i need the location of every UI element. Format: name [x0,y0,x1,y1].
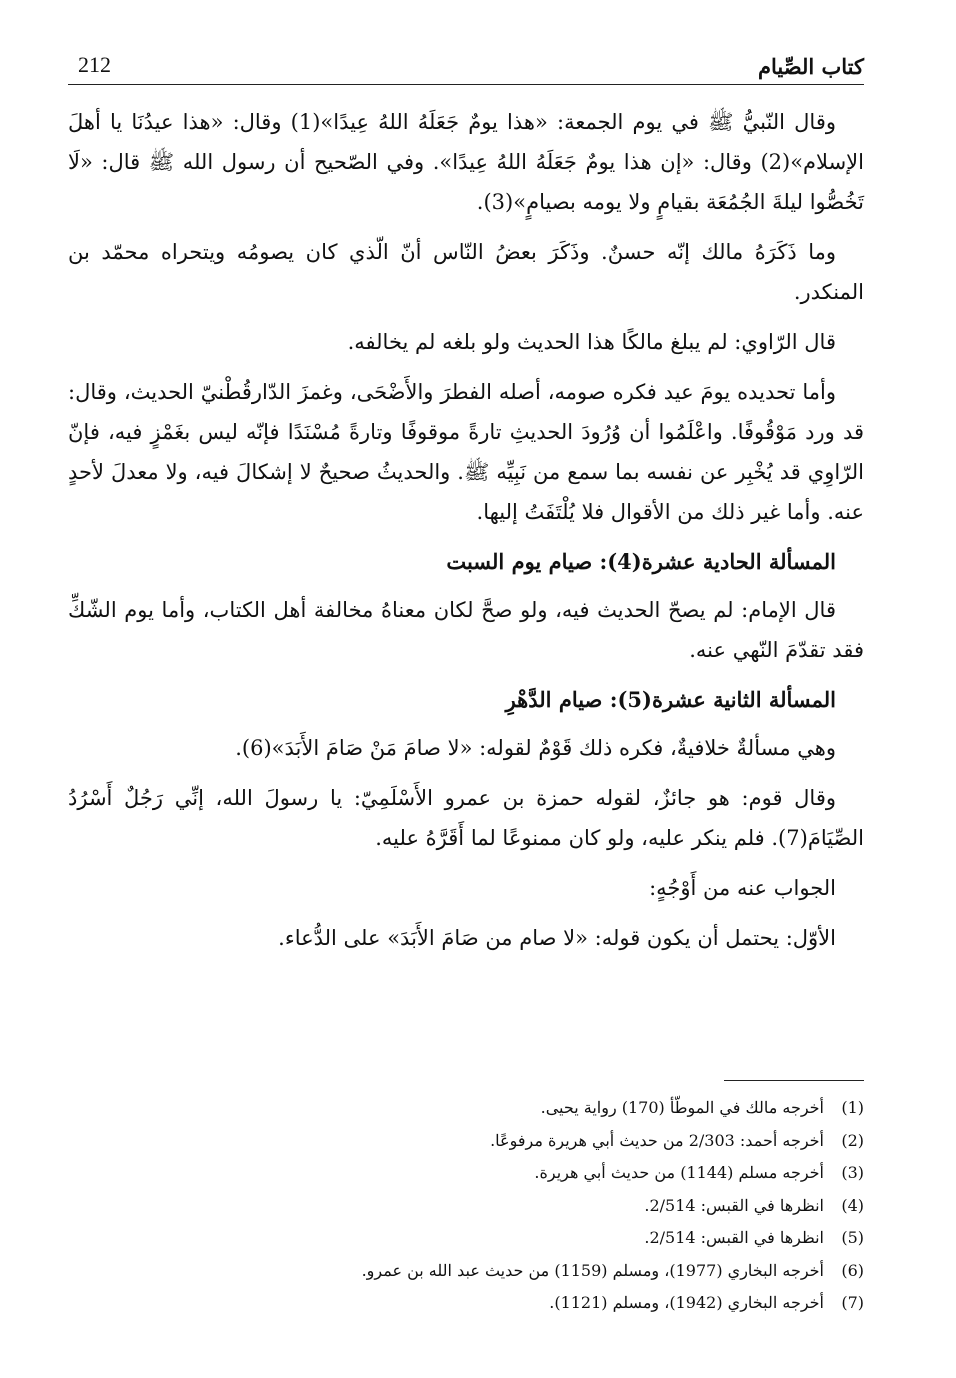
footnote-text: أخرجه مالك في الموطّأ (170) رواية يحيى. [540,1098,824,1117]
footnote-separator [724,1080,864,1081]
running-title: كتاب الصِّيام [758,54,864,79]
section-heading-11: المسألة الحادية عشرة(4): صيام يوم السبت [446,549,836,574]
paragraph-4: وأما تحديده يومَ عيد فكره صومه، أصله الفطرَ والأَضْحَى، وغمزَ الدّارقُطْنيّ الحديث، وقال: قد ورد مَوْقُوفًا. واعْلَمُوا أن وُرُودَ الحديثِ تارةً موقوفًا وتارةً مُسْنَدًا فإنّه ليس بغَمْزٍ فيه، فإنّ الرّاوِي قد يُخْبِر عن نفسه بما سمع من نَبِيِّه ﷺ. والحديثُ صحيحٌ لا إشكالَ فيه، ولا معدلَ لأحدٍ عنه. وأما غير ذلك من الأقوال فلا يُلْتَفَتُ إليها. [68,380,864,524]
footnote [68,1222,864,1255]
footnote [68,1157,864,1190]
paragraph-5: قال الإمام: لم يصحّ الحديث فيه، ولو صحَّ لكان معناهُ مخالفة أهل الكتاب، وأما يوم الشّكِّ فقد تقدّمَ النّهي عنه. [68,598,864,662]
footnote-number: (4) [841,1195,864,1215]
footnote-number: (5) [841,1228,864,1247]
paragraph-9: الأوّل: يحتمل أن يكون قوله: «لا صام من صَامَ الأَبَدَ» على الدُّعاء. [278,926,836,950]
footnote [68,1190,864,1223]
footnote-text: أخرجه مسلم (1144) من حديث أبي هريرة. [534,1163,824,1182]
footnote-number: (6) [841,1260,864,1280]
book-page [68,40,864,1360]
footnote-text: انظرها في القبس: 2/514. [644,1195,824,1215]
footnote [68,1125,864,1158]
footnote [68,1287,864,1320]
footnotes [68,1092,864,1320]
paragraph-1: وقال النّبيُّ ﷺ في يوم الجمعة: «هذا يومٌ جَعَلَهُ اللهُ عِيدًا»(1) وقال: «هذا عيدُنَا يا أهلَ الإسلام»(2) وقال: «إن هذا يومٌ جَعَلَهُ اللهُ عِيدًا». وفي الصّحيح أن رسول الله ﷺ قال: «لَا تَخُصُّوا ليلةَ الجُمُعَة بقيامٍ ولا يومه بصيامٍ»(3). [68,110,864,214]
footnote-text: أخرجه البخاري (1977)، ومسلم (1159) من حديث عبد الله بن عمرو. [361,1260,824,1280]
footnote-text: أخرجه أحمد: 2/303 من حديث أبي هريرة مرفوعًا. [490,1130,824,1150]
paragraph-3: قال الرّاوي: لم يبلغ مالكًا هذا الحديث ولو بلغه لم يخالفه. [347,330,836,354]
footnote-number: (2) [841,1130,864,1150]
paragraph-2: وما ذَكَرَهُ مالك إنّه حسنٌ. وذَكَرَ بعضُ النّاس أنّ الّذي كان يصومُه ويتحراه محمّد بن المنكدر. [68,240,864,304]
paragraph-6: وهي مسألةٌ خلافيةٌ، فكره ذلك قَوْمٌ لقوله: «لا صامَ مَنْ صَامَ الأَبَدَ»(6). [235,736,836,760]
running-header [68,50,864,85]
footnote-number: (3) [841,1163,864,1182]
footnote [68,1092,864,1125]
paragraph-8: الجواب عنه من أَوْجُهٍ: [649,876,836,900]
footnote-number: (1) [841,1098,864,1117]
section-heading-12: المسألة الثانية عشرة(5): صيام الدَّهْرِ [505,687,836,712]
page-number: 212 [78,52,111,77]
footnote-number: (7) [841,1293,864,1312]
footnote [68,1255,864,1288]
paragraph-7: وقال قوم: هو جائزٌ، لقوله حمزة بن عمرو الأَسْلَمِيّ: يا رسولَ الله، إنِّي رَجُلٌ أَسْرُدُ الصِّيَامَ(7). فلم ينكر عليه، ولو كان ممنوعًا لما أَقَرَّهُ عليه. [68,786,864,850]
main-text [68,102,864,968]
footnote-text: أخرجه البخاري (1942)، ومسلم (1121). [549,1293,824,1312]
footnote-text: انظرها في القبس: 2/514. [644,1228,824,1247]
